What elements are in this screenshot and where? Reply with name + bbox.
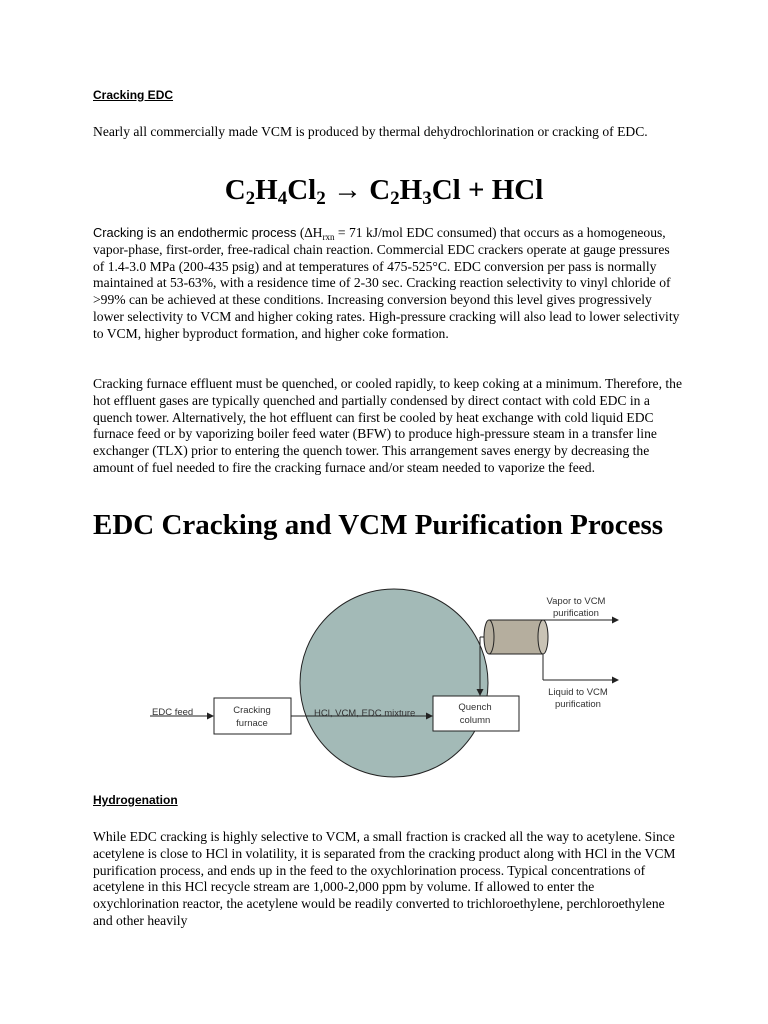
liquid-label-2: purification <box>555 699 601 710</box>
eq-plus-hcl: + HCl <box>460 174 544 206</box>
hydrogenation-paragraph: While EDC cracking is highly selective to VCM, a small fraction is cracked all the way to acetylene. Since acetylene is close to HCl in volatility, it is separated from the cracking product along with HCl in the VCM purification process, and ends up in the feed to the oxychlorination process. Typical concentrations of acetylene in this HCl recycle stream are 1,000-2,000 ppm by volume. If allowed to enter the oxychlorination reactor, the acetylene would be readily converted to trichloroethylene, perchloroethylene and other heavily <box>93 829 676 928</box>
eq-rhs-cl: Cl <box>431 174 461 206</box>
eq-lhs-cl-sub: 2 <box>316 188 326 209</box>
eq-rhs-c: C <box>369 174 391 206</box>
para2-delta: (∆H <box>296 225 323 240</box>
quench-label-2: column <box>459 715 491 726</box>
eq-rhs-h: H <box>399 174 423 206</box>
eq-lhs-c: C <box>224 174 246 206</box>
mixture-label: HCl, VCM, EDC mixture <box>314 708 416 719</box>
intro-paragraph: Nearly all commercially made VCM is produced by thermal dehydrochlorination or cracking of EDC. <box>93 124 648 139</box>
reaction-equation <box>0 172 768 208</box>
eq-rhs-h-sub: 3 <box>422 188 432 209</box>
para2-delta-sub: rxn <box>322 232 335 242</box>
eq-lhs-h: H <box>255 174 278 206</box>
process-heading: EDC Cracking and VCM Purification Process <box>93 509 664 541</box>
condenser-cylinder-icon <box>484 620 548 654</box>
liquid-label-1: Liquid to VCM <box>548 687 608 698</box>
cracking-label-1: Cracking <box>233 705 271 716</box>
eq-rhs-c-sub: 2 <box>390 188 400 209</box>
eq-lhs-c-sub: 2 <box>245 188 256 209</box>
quench-paragraph: Cracking furnace effluent must be quenched, or cooled rapidly, to keep coking at a minimum. Therefore, the hot effluent gases are typically quenched and partially condensed by direct contact with cold EDC in a quench tower. Alternatively, the hot effluent can first be cooled by heat exchange with cold liquid EDC furnace feed or by vaporizing boiler feed water (BFW) to produce high-pressure steam in a transfer line exchanger (TLX) prior to entering the quench tower. This arrangement saves energy by decreasing the amount of fuel needed to fire the cracking furnace and/or steam needed to vaporize the feed. <box>93 376 682 475</box>
cracking-label-2: furnace <box>236 718 268 729</box>
vapor-label-2: purification <box>553 608 599 619</box>
eq-lhs-h-sub: 4 <box>277 188 288 209</box>
vapor-label-1: Vapor to VCM <box>546 596 606 607</box>
edc-feed-label: EDC feed <box>152 707 194 718</box>
para2-lead: Cracking is an endothermic process <box>93 225 297 240</box>
section-heading-hydrogenation: Hydrogenation <box>93 793 178 807</box>
reactor-circle <box>300 589 488 777</box>
section-heading-cracking-edc: Cracking EDC <box>93 88 174 102</box>
eq-lhs-cl: Cl <box>287 174 317 206</box>
eq-arrow: → <box>325 174 370 206</box>
cracking-process-paragraph <box>93 225 683 343</box>
process-flow-diagram <box>140 584 640 784</box>
para2-rest: = 71 kJ/mol EDC consumed) that occurs as a homogeneous, vapor-phase, first-order, free-radical chain reaction. Commercial EDC crackers operate at gauge pressures of 1.4-3.0 MPa (200-435 psig) and at temperatures of 475-525°C. EDC conversion per pass is normally maintained at 53-63%, with a residence time of 2-30 sec. Cracking reaction selectivity to vinyl chloride of >99% can be achieved at these conditions. Increasing conversion beyond this level gives progressively lower selectivity to VCM and higher coking rates. High-pressure cracking will also lead to lower selectivity to VCM, higher byproduct formation, and higher coke formation. <box>93 225 680 341</box>
quench-label-1: Quench <box>458 702 492 713</box>
